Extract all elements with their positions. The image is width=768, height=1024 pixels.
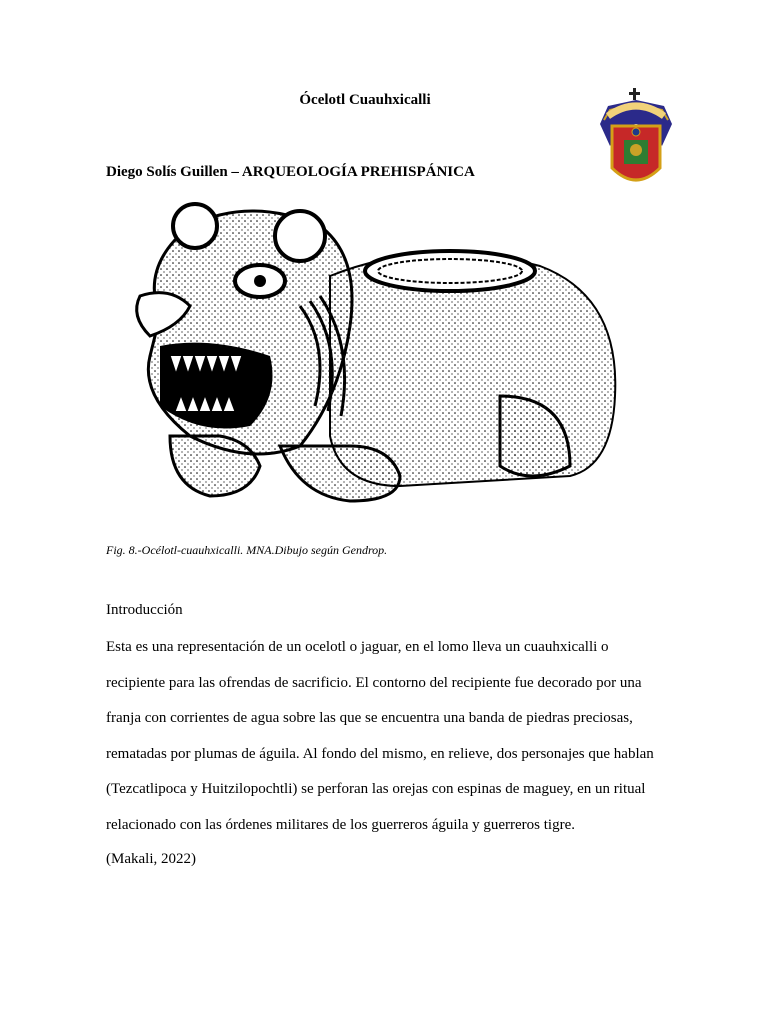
body-line: Esta es una representación de un ocelotl o jaguar, en el lomo lleva un cuauhxicalli o [106,639,609,655]
figure-caption: Fig. 8.-Océlotl-cuauhxicalli. MNA.Dibujo según Gendrop. [106,543,388,557]
body-line: (Tezcatlipoca y Huitzilopochtli) se perforan las orejas con espinas de maguey, en un ritual [106,781,646,797]
body-paragraph [106,630,686,843]
body-line: relacionado con las órdenes militares de los guerreros águila y guerreros tigre. [106,816,575,833]
document-title: Ócelotl Cuauhxicalli [299,92,431,108]
body-line: recipiente para las ofrendas de sacrificio. El contorno del recipiente fue decorado por una [106,674,642,691]
body-line: franja con corrientes de agua sobre las que se encuentra una banda de piedras preciosas, [106,710,633,726]
body-line: rematadas por plumas de águila. Al fondo del mismo, en relieve, dos personajes que hablan [106,745,654,762]
author-heading: Diego Solís Guillen – ARQUEOLOGÍA PREHISPÁNICA [106,164,475,180]
citation: (Makali, 2022) [106,851,196,867]
university-crest-logo [596,86,676,196]
jaguar-vessel-illustration [100,196,640,526]
section-heading: Introducción [106,602,183,618]
